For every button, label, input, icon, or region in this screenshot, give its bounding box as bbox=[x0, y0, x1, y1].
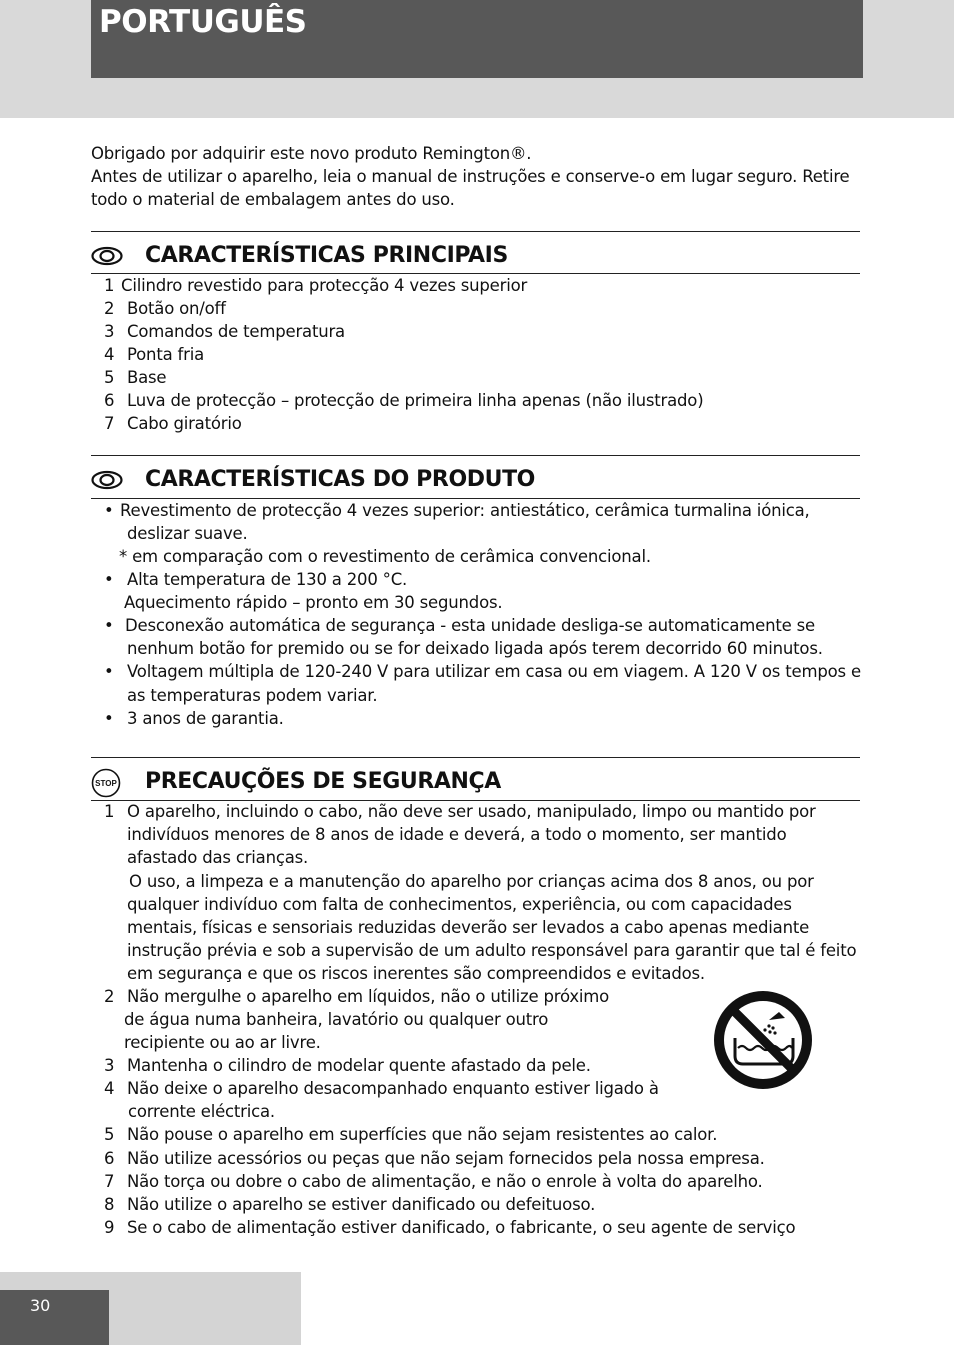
list-item: Comandos de temperatura bbox=[127, 322, 345, 341]
list-item-number: 2 bbox=[104, 987, 115, 1006]
intro-line-3: todo o material de embalagem antes do uso. bbox=[91, 190, 455, 209]
section-rule-top bbox=[91, 757, 860, 758]
page-number-box bbox=[0, 1290, 109, 1345]
list-item-number: 1 bbox=[104, 802, 115, 821]
bullet: • bbox=[104, 501, 114, 520]
list-item-number: 3 bbox=[104, 1056, 115, 1075]
list-item: Não deixe o aparelho desacompanhado enquanto estiver ligado à bbox=[127, 1079, 659, 1098]
list-item: indivíduos menores de 8 anos de idade e deverá, a todo o momento, ser mantido bbox=[127, 825, 787, 844]
list-item: Não pouse o aparelho em superfícies que não sejam resistentes ao calor. bbox=[127, 1125, 718, 1144]
list-item: corrente eléctrica. bbox=[128, 1102, 275, 1121]
list-item: Ponta fria bbox=[127, 345, 205, 364]
list-item: recipiente ou ao ar livre. bbox=[124, 1033, 321, 1052]
list-item-number: 6 bbox=[104, 391, 115, 410]
bullet: • bbox=[104, 662, 114, 681]
list-item: Cilindro revestido para protecção 4 vezes superior bbox=[121, 276, 528, 295]
title-bar bbox=[91, 0, 863, 78]
section-rule-top bbox=[91, 455, 860, 456]
list-item: qualquer indivíduo com falta de conhecimentos, experiência, ou com capacidades bbox=[127, 895, 792, 914]
footnote: * em comparação com o revestimento de cerâmica convencional. bbox=[119, 547, 651, 566]
list-item: Não utilize acessórios ou peças que não sejam fornecidos pela nossa empresa. bbox=[127, 1149, 765, 1168]
list-item-number: 9 bbox=[104, 1218, 115, 1237]
list-item: Botão on/off bbox=[127, 299, 226, 318]
list-item: as temperaturas podem variar. bbox=[127, 686, 378, 705]
list-item: afastado das crianças. bbox=[127, 848, 309, 867]
list-item: de água numa banheira, lavatório ou qualquer outro bbox=[124, 1010, 549, 1029]
intro-line-1: Obrigado por adquirir este novo produto Remington®. bbox=[91, 144, 532, 163]
stop-icon bbox=[91, 768, 121, 798]
list-item-number: 7 bbox=[104, 1172, 115, 1191]
bullet: • bbox=[104, 709, 114, 728]
bullet: • bbox=[104, 616, 114, 635]
eye-icon bbox=[91, 470, 123, 490]
list-item: O uso, a limpeza e a manutenção do aparelho por crianças acima dos 8 anos, ou por bbox=[129, 872, 814, 891]
list-item: Cabo giratório bbox=[127, 414, 242, 433]
list-item-number: 5 bbox=[104, 368, 115, 387]
list-item: Não utilize o aparelho se estiver danificado ou defeituoso. bbox=[127, 1195, 596, 1214]
list-item: Não torça ou dobre o cabo de alimentação, e não o enrole à volta do aparelho. bbox=[127, 1172, 763, 1191]
list-item: Aquecimento rápido – pronto em 30 segundos. bbox=[124, 593, 503, 612]
list-item-number: 4 bbox=[104, 1079, 115, 1098]
list-item: nenhum botão for premido ou se for deixado ligada após terem decorrido 60 minutos. bbox=[127, 639, 823, 658]
list-item: Não mergulhe o aparelho em líquidos, não o utilize próximo bbox=[127, 987, 610, 1006]
list-item: 3 anos de garantia. bbox=[127, 709, 284, 728]
section-title-product-features: CARACTERÍSTICAS DO PRODUTO bbox=[145, 467, 535, 492]
list-item-number: 6 bbox=[104, 1149, 115, 1168]
list-item: deslizar suave. bbox=[127, 524, 248, 543]
list-item: Voltagem múltipla de 120-240 V para utilizar em casa ou em viagem. A 120 V os tempos e bbox=[127, 662, 861, 681]
list-item: mentais, físicas e sensoriais reduzidas deverão ser levados a cabo apenas mediante bbox=[127, 918, 810, 937]
page-title: PORTUGUÊS bbox=[99, 4, 307, 40]
list-item: Revestimento de protecção 4 vezes superior: antiestático, cerâmica turmalina iónica, bbox=[120, 501, 810, 520]
list-item-number: 8 bbox=[104, 1195, 115, 1214]
list-item: Luva de protecção – protecção de primeira linha apenas (não ilustrado) bbox=[127, 391, 704, 410]
list-item: Se o cabo de alimentação estiver danificado, o fabricante, o seu agente de serviço bbox=[127, 1218, 796, 1237]
list-item-number: 1 bbox=[104, 276, 115, 295]
stop-icon-label: STOP bbox=[95, 779, 117, 788]
eye-icon bbox=[91, 246, 123, 266]
page-number: 30 bbox=[30, 1296, 51, 1315]
list-item: Mantenha o cilindro de modelar quente afastado da pele. bbox=[127, 1056, 591, 1075]
list-item-number: 2 bbox=[104, 299, 115, 318]
list-item: O aparelho, incluindo o cabo, não deve ser usado, manipulado, limpo ou mantido por bbox=[127, 802, 816, 821]
no-water-bath-icon bbox=[713, 990, 813, 1090]
section-title-main-features: CARACTERÍSTICAS PRINCIPAIS bbox=[145, 243, 508, 268]
list-item-number: 5 bbox=[104, 1125, 115, 1144]
list-item: Alta temperatura de 130 a 200 °C. bbox=[127, 570, 408, 589]
bullet: • bbox=[104, 570, 114, 589]
list-item: Base bbox=[127, 368, 167, 387]
list-item: instrução prévia e sob a supervisão de um adulto responsável para garantir que tal é feito bbox=[127, 941, 857, 960]
list-item-number: 4 bbox=[104, 345, 115, 364]
list-item: Desconexão automática de segurança - esta unidade desliga-se automaticamente se bbox=[125, 616, 815, 635]
list-item-number: 3 bbox=[104, 322, 115, 341]
list-item: em segurança e que os riscos inerentes são compreendidos e evitados. bbox=[127, 964, 705, 983]
intro-line-2: Antes de utilizar o aparelho, leia o manual de instruções e conserve-o em lugar seguro. Retire bbox=[91, 167, 850, 186]
section-rule-top bbox=[91, 231, 860, 232]
list-item-number: 7 bbox=[104, 414, 115, 433]
section-title-safety: PRECAUÇÕES DE SEGURANÇA bbox=[145, 769, 501, 794]
